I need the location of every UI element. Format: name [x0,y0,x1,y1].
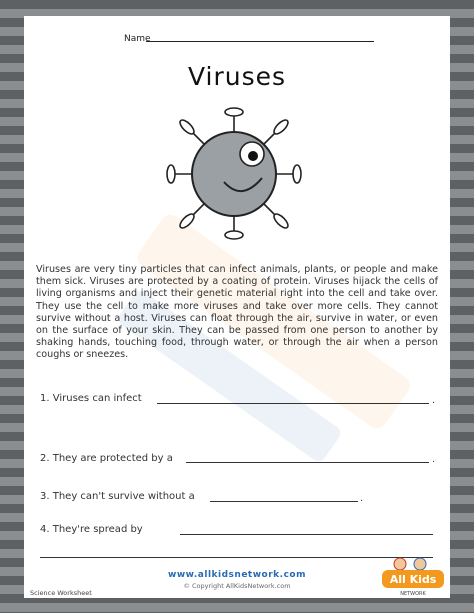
answer-line-4b[interactable] [40,557,433,558]
question-4: 4. They're spread by [40,524,143,535]
worksheet-page [24,16,450,598]
website-url[interactable]: www.allkidsnetwork.com [168,570,306,580]
virus-illustration [154,104,314,244]
answer-line-2[interactable] [186,462,429,463]
question-1-end: . [432,395,436,406]
worksheet-title: Viruses [187,62,287,91]
question-2-end: . [432,454,436,465]
question-3: 3. They can't survive without a [40,491,195,502]
copyright-text: © Copyright AllKidsNetwork.com [183,582,291,590]
name-field[interactable] [146,41,374,42]
logo-text: All Kids [389,573,437,586]
answer-line-4[interactable] [180,534,433,535]
allkids-logo [380,556,446,598]
question-3-end: . [360,493,364,504]
name-label: Name [124,34,151,44]
logo-sub: NETWORK [400,591,426,597]
question-2: 2. They are protected by a [40,453,173,464]
virus-description: Viruses are very tiny particles that can infect animals, plants, or people and make them sick. Viruses are protected by a coating of protein. Viruses hijack the cells of living organisms and inject their genetic material right into the cell and take over. They use the cell to make more viruses and take over more cells. They cannot survive without a host. Viruses can float through the air, survive in water, or even on the surface of your skin. They can be passed from one person to another by shaking hands, touching food, through water, or through the air when a person coughs or sneezes. [36,264,438,361]
answer-line-1[interactable] [157,403,429,404]
answer-line-3[interactable] [210,501,358,502]
question-1: 1. Viruses can infect [40,393,142,404]
worksheet-category: Science Worksheet [30,589,92,597]
